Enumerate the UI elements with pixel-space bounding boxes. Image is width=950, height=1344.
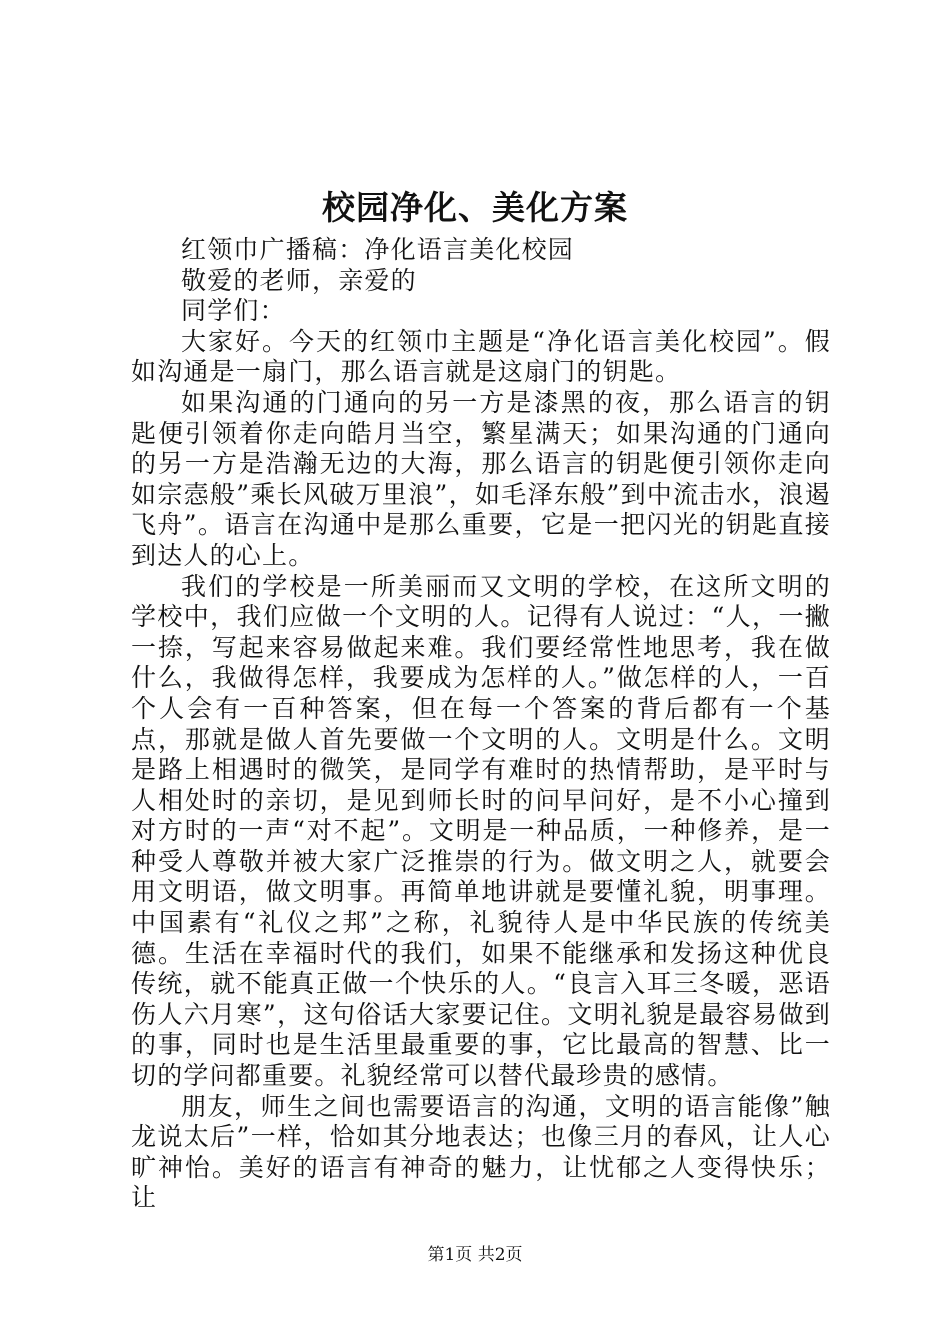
- paragraph-salutation: 同学们：: [181, 296, 286, 326]
- paragraph-civilized-school: 我们的学校是一所美丽而又文明的学校，在这所文明的学校中，我们应做一个文明的人。记得有人说过：“人，一撇一捺，写起来容易做起来难。我们要经常性地思考，我在做什么，我做得怎样，我要成为怎样的人。”做怎样的人，一百个人会有一百种答案，但在每一个答案的背后都有一个基点，那就是做人首先要做一个文明的人。文明是什么。文明是路上相遇时的微笑，是同学有难时的热情帮助，是平时与人相处时的亲切，是见到师长时的问早问好，是不小心撞到对方时的一声“对不起”。文明是一种品质，一种修养，是一种受人尊敬并被大家广泛推崇的行为。做文明之人，就要会用文明语，做文明事。再简单地讲就是要懂礼貌，明事理。中国素有“礼仪之邦”之称，礼貌待人是中华民族的传统美德。生活在幸福时代的我们，如果不能继承和发扬这种优良传统，就不能真正做一个快乐的人。“良言入耳三冬暖，恶语伤人六月寒”，这句俗话大家要记住。文明礼貌是最容易做到的事，同时也是生活里最重要的事，它比最高的智慧、比一切的学问都重要。礼貌经常可以替代最珍贵的感情。: [131, 571, 831, 1091]
- paragraph-broadcast-title: 红领巾广播稿：净化语言美化校园: [181, 235, 575, 264]
- paragraph-greeting: 敬爱的老师，亲爱的: [181, 265, 417, 295]
- document-title: 校园净化、美化方案: [322, 188, 628, 227]
- page-number-footer: 第1页 共2页: [427, 1245, 523, 1265]
- paragraph-friends: 朋友，师生之间也需要语言的沟通，文明的语言能像”触龙说太后”一样，恰如其分地表达；也像三月的春风，让人心旷神怡。美好的语言有神奇的魅力，让忧郁之人变得快乐；让: [131, 1091, 831, 1213]
- paragraph-intro: 大家好。今天的红领巾主题是“净化语言美化校园”。假如沟通是一扇门，那么语言就是这扇门的钥匙。: [131, 326, 831, 387]
- document-body: [131, 235, 831, 1214]
- paragraph-language-key: 如果沟通的门通向的另一方是漆黑的夜，那么语言的钥匙便引领着你走向皓月当空，繁星满天；如果沟通的门通向的另一方是浩瀚无边的大海，那么语言的钥匙便引领你走向如宗悫般”乘长风破万里浪”，如毛泽东般”到中流击水，浪遏飞舟”。语言在沟通中是那么重要，它是一把闪光的钥匙直接到达人的心上。: [131, 387, 831, 570]
